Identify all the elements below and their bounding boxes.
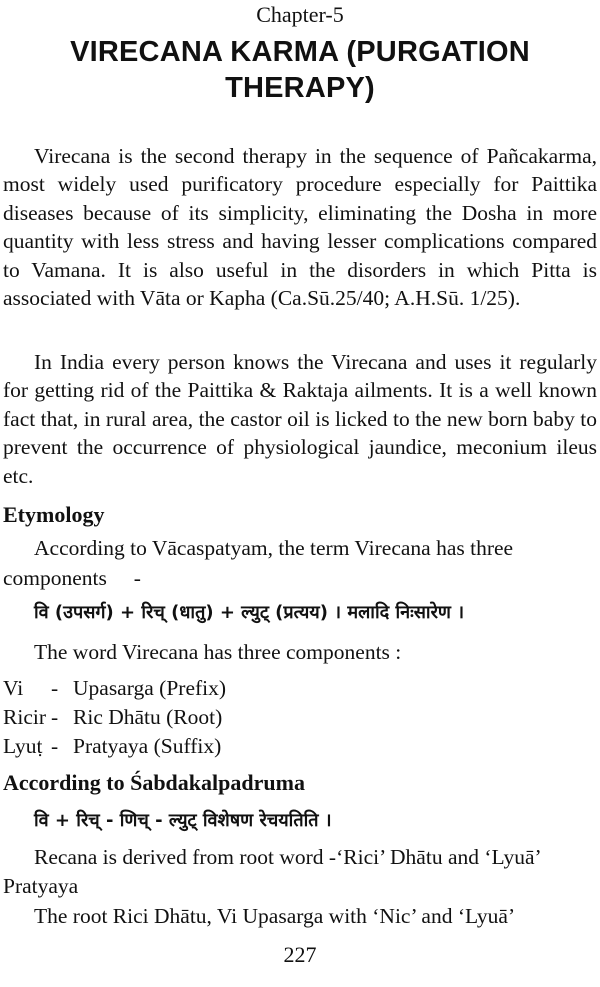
component-meaning: Pratyaya (Suffix)	[73, 734, 222, 758]
etymology-line-2: components -	[3, 566, 141, 590]
sabdakalpadruma-line-3: The root Rici Dhātu, Vi Upasarga with ‘Nic’ and ‘Lyuā’	[34, 904, 516, 928]
component-term: Vi	[3, 676, 24, 700]
chapter-label: Chapter-5	[256, 2, 344, 27]
component-row	[3, 676, 226, 701]
component-term: Lyuṭ	[3, 734, 43, 758]
sabdakalpadruma-line-2: Pratyaya	[3, 874, 79, 898]
sabdakalpadruma-line-1: Recana is derived from root word -‘Rici’ Dhātu and ‘Lyuā’	[34, 845, 542, 869]
component-dash: -	[51, 705, 59, 729]
etymology-sanskrit-verse: वि (उपसर्ग) + रिच् (धातु) + ल्युट् (प्रत्यय) । मलादि निःसारेण ।	[34, 602, 465, 623]
paragraph-usage: In India every person knows the Virecana and uses it regularly for getting rid of the Paittika & Raktaja ailments. It is a well known fact that, in rural area, the castor oil is licked to the new born baby to prevent the occurrence of physiological jaundice, meconium ileus etc.	[3, 350, 597, 488]
etymology-heading: Etymology	[3, 502, 105, 527]
sabdakalpadruma-sanskrit-verse: वि + रिच् - णिच् - ल्युट् विशेषण रेचयतिति ।	[34, 810, 332, 831]
sabdakalpadruma-heading: According to Śabdakalpadruma	[3, 770, 305, 795]
component-dash: -	[51, 734, 59, 758]
chapter-title: VIRECANA KARMA (PURGATION THERAPY)	[70, 36, 530, 104]
component-meaning: Upasarga (Prefix)	[73, 676, 227, 700]
paragraph-intro: Virecana is the second therapy in the sequence of Pañcakarma, most widely used purificatory procedure especially for Paittika diseases because of its simplicity, eliminating the Dosha in more quantity with less stress and having lesser complications compared to Vamana. It is also useful in the disorders in which Pitta is associated with Vāta or Kapha (Ca.Sū.25/40; A.H.Sū. 1/25).	[3, 144, 597, 311]
etymology-line-1: According to Vācaspatyam, the term Virecana has three	[34, 536, 514, 560]
component-row	[3, 734, 221, 759]
component-term: Ricir	[3, 705, 46, 729]
component-dash: -	[51, 676, 59, 700]
component-meaning: Ric Dhātu (Root)	[73, 705, 223, 729]
components-intro: The word Virecana has three components :	[34, 640, 402, 664]
component-row	[3, 705, 222, 730]
page-number: 227	[283, 942, 317, 967]
